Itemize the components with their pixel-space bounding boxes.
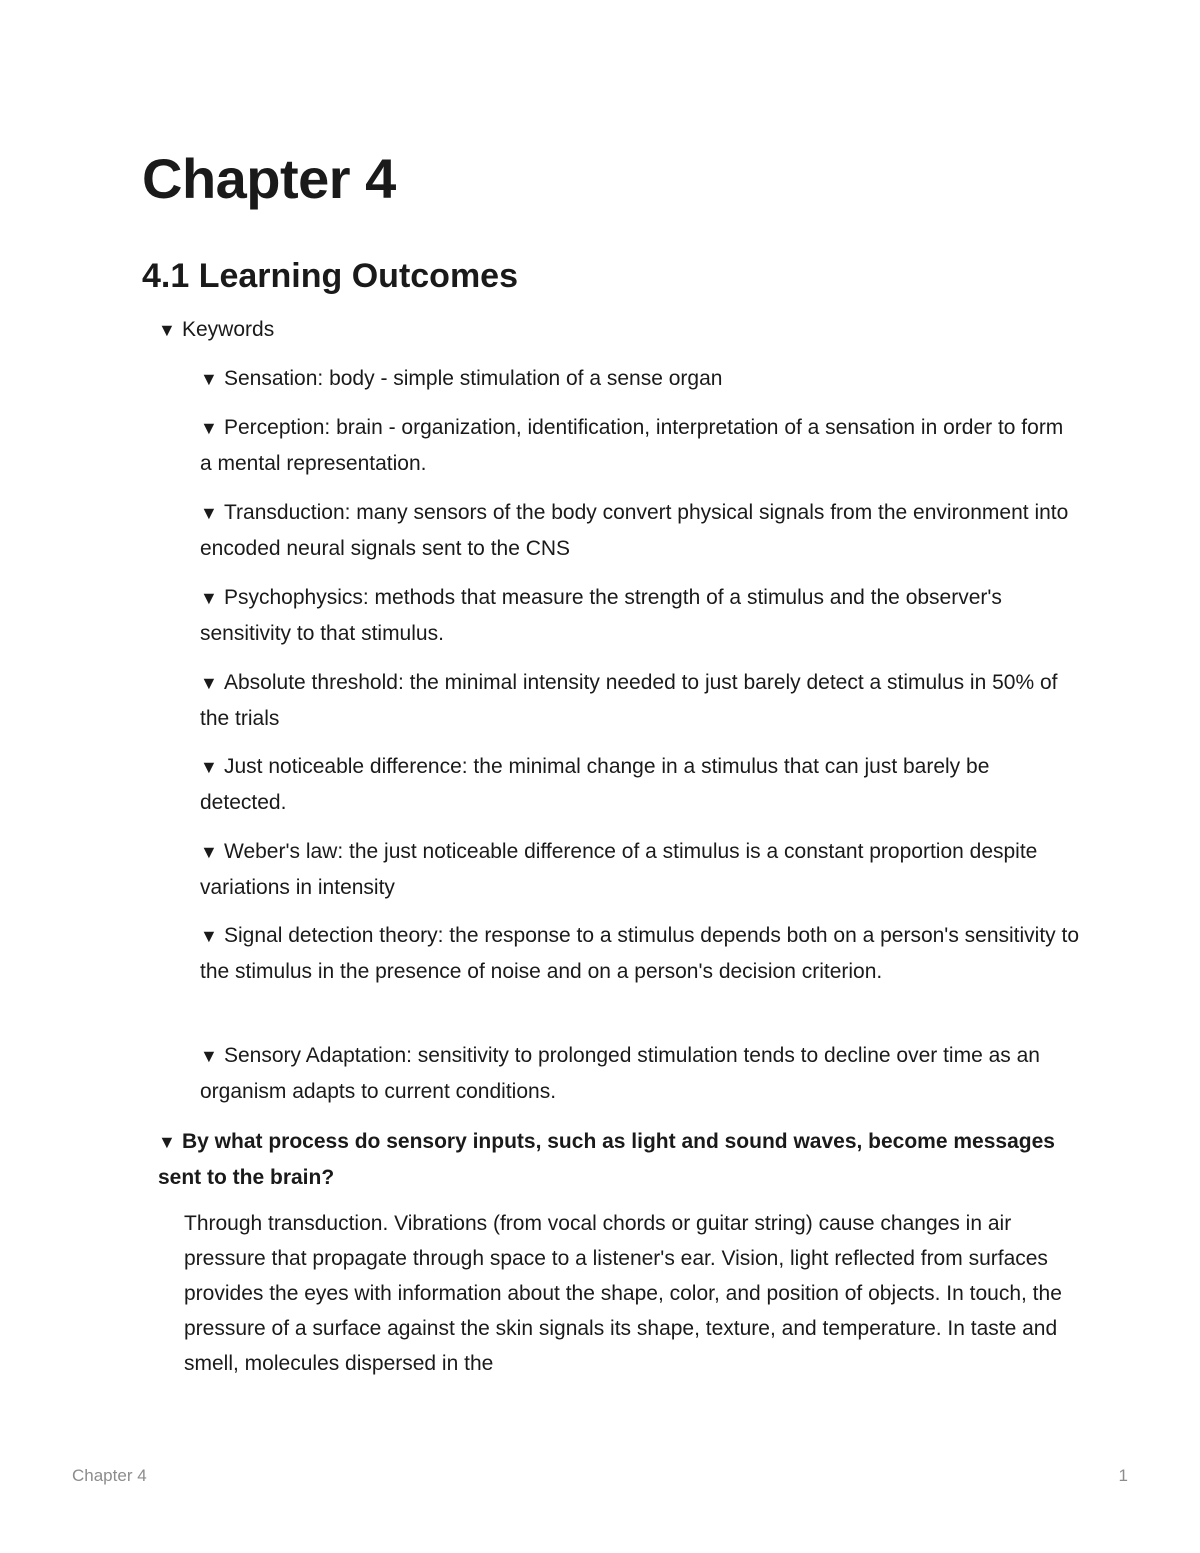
toggle-arrow-icon[interactable]: ▼ [200, 926, 218, 946]
toggle-arrow-icon[interactable]: ▼ [200, 1046, 218, 1066]
keyword-text: Perception: brain - organization, identification, interpretation of a sensation in order to form a mental representation. [200, 416, 1064, 475]
footer-chapter-label: Chapter 4 [72, 1466, 147, 1485]
keyword-text: Absolute threshold: the minimal intensity needed to just barely detect a stimulus in 50% of the trials [200, 671, 1058, 730]
keyword-text: Signal detection theory: the response to a stimulus depends both on a person's sensitivity to the stimulus in the presence of noise and on a person's decision criterion. [200, 924, 1080, 983]
keyword-item-psychophysics[interactable] [200, 580, 1080, 651]
keyword-item-sensation[interactable] [200, 361, 1080, 397]
toggle-arrow-icon[interactable]: ▼ [158, 320, 176, 340]
keyword-text: Transduction: many sensors of the body convert physical signals from the environment into encoded neural signals sent to the CNS [200, 501, 1069, 560]
toggle-arrow-icon[interactable]: ▼ [200, 369, 218, 389]
footer-page-number: 1 [1118, 1466, 1128, 1485]
toggle-arrow-icon[interactable]: ▼ [200, 588, 218, 608]
toggle-arrow-icon[interactable]: ▼ [200, 673, 218, 693]
question-text: By what process do sensory inputs, such as light and sound waves, become messages sent to the brain? [158, 1130, 1055, 1189]
keyword-text: Weber's law: the just noticeable difference of a stimulus is a constant proportion despite variations in intensity [200, 840, 1038, 899]
keyword-text: Psychophysics: methods that measure the strength of a stimulus and the observer's sensitivity to that stimulus. [200, 586, 1002, 645]
keywords-label: Keywords [182, 318, 275, 341]
toggle-arrow-icon[interactable]: ▼ [158, 1132, 176, 1152]
toggle-arrow-icon[interactable]: ▼ [200, 757, 218, 777]
toggle-arrow-icon[interactable]: ▼ [200, 842, 218, 862]
keyword-item-transduction[interactable] [200, 495, 1080, 566]
keywords-toggle[interactable] [158, 312, 274, 348]
section-heading: 4.1 Learning Outcomes [142, 257, 518, 295]
keyword-text: Just noticeable difference: the minimal change in a stimulus that can just barely be detected. [200, 755, 990, 814]
keyword-text: Sensory Adaptation: sensitivity to prolonged stimulation tends to decline over time as an organism adapts to current conditions. [200, 1044, 1040, 1103]
page-title: Chapter 4 [142, 147, 396, 210]
toggle-arrow-icon[interactable]: ▼ [200, 418, 218, 438]
keyword-item-webers-law[interactable] [200, 834, 1080, 905]
keyword-item-jnd[interactable] [200, 749, 1080, 820]
keyword-item-perception[interactable] [200, 410, 1080, 481]
answer-paragraph: Through transduction. Vibrations (from vocal chords or guitar string) cause changes in air pressure that propagate through space to a listener's ear. Vision, light reflected from surfaces provides the eyes with information about the shape, color, and position of objects. In touch, the pressure of a surface against the skin signals its shape, texture, and temperature. In taste and smell, molecules dispersed in the [184, 1212, 1062, 1375]
keyword-text: Sensation: body - simple stimulation of a sense organ [224, 367, 723, 390]
toggle-arrow-icon[interactable]: ▼ [200, 503, 218, 523]
keyword-item-signal-detection[interactable] [200, 918, 1080, 989]
keyword-item-absolute-threshold[interactable] [200, 665, 1080, 736]
keyword-item-sensory-adaptation[interactable] [200, 1038, 1080, 1109]
question-toggle[interactable] [158, 1124, 1058, 1195]
